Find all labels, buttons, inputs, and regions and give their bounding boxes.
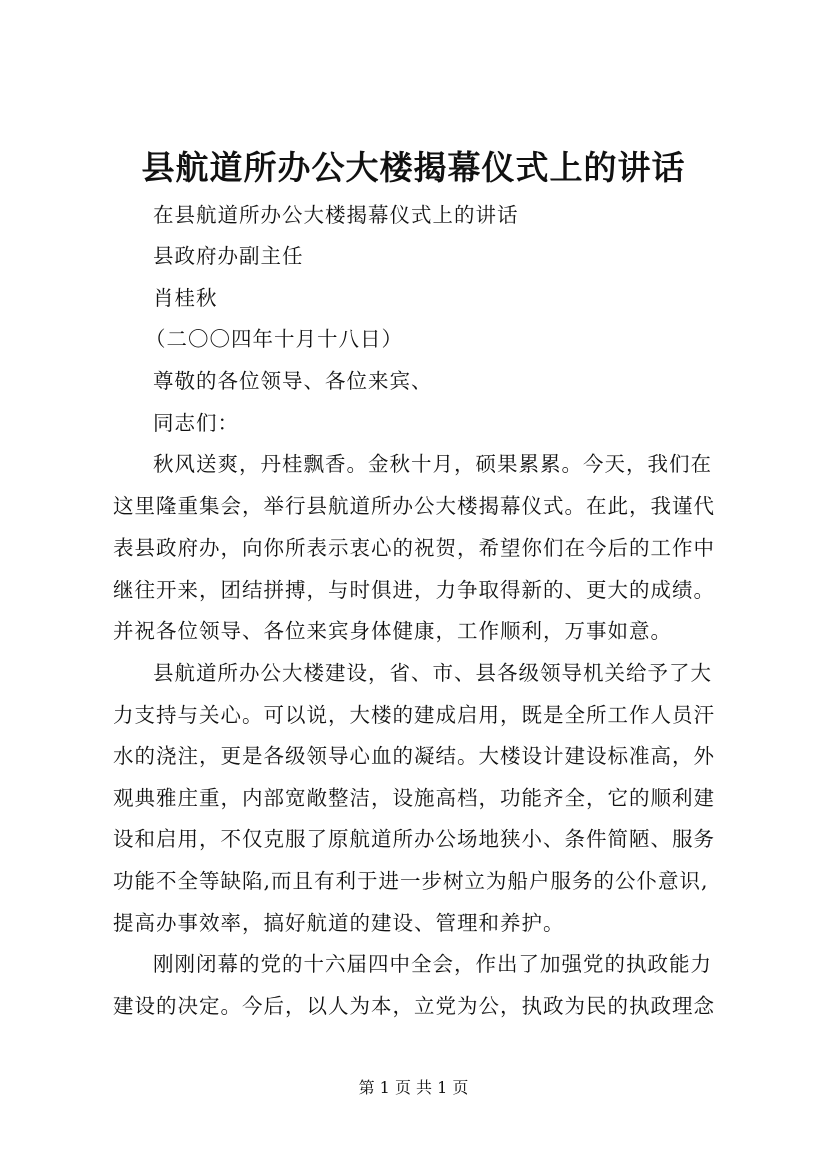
- paragraph-3-line-1: 刚刚闭幕的党的十六届四中全会，作出了加强党的执政能力: [153, 952, 712, 976]
- paragraph-1-line-4: 继往开来，团结拼搏，与时俱进，力争取得新的、更大的成绩。: [113, 578, 715, 602]
- paragraph-1-line-5: 并祝各位领导、各位来宾身体健康，工作顺利，万事如意。: [113, 619, 672, 643]
- paragraph-2-line-5: 设和启用，不仅克服了原航道所办公场地狭小、条件简陋、服务: [113, 827, 715, 851]
- paragraph-2-line-4: 观典雅庄重，内部宽敞整洁，设施高档，功能齐全，它的顺利建: [113, 786, 715, 810]
- paragraph-2-line-2: 力支持与关心。可以说，大楼的建成启用，既是全所工作人员汗: [113, 703, 715, 727]
- speech-date: （二〇〇四年十月十八日）: [145, 327, 403, 351]
- paragraph-2-line-6: 功能不全等缺陷,而且有利于进一步树立为船户服务的公仆意识,: [113, 869, 709, 893]
- paragraph-2-line-1: 县航道所办公大楼建设，省、市、县各级领导机关给予了大: [153, 661, 712, 685]
- speech-heading: 在县航道所办公大楼揭幕仪式上的讲话: [153, 203, 519, 227]
- paragraph-1-line-3: 表县政府办，向你所表示衷心的祝贺，希望你们在今后的工作中: [113, 536, 715, 560]
- speaker-position: 县政府办副主任: [153, 244, 304, 268]
- paragraph-2-line-7: 提高办事效率，搞好航道的建设、管理和养护。: [113, 911, 565, 935]
- speaker-name: 肖桂秋: [153, 286, 218, 310]
- page-footer: 第 1 页 共 1 页: [358, 1078, 469, 1097]
- salutation-line-2: 同志们：: [153, 411, 239, 435]
- salutation-line-1: 尊敬的各位领导、各位来宾、: [153, 369, 433, 393]
- document-title: 县航道所办公大楼揭幕仪式上的讲话: [141, 148, 686, 187]
- paragraph-2-line-3: 水的浇注，更是各级领导心血的凝结。大楼设计建设标准高，外: [113, 744, 715, 768]
- paragraph-1-line-1: 秋风送爽，丹桂飘香。金秋十月，硕果累累。今天，我们在: [153, 452, 712, 476]
- paragraph-1-line-2: 这里隆重集会，举行县航道所办公大楼揭幕仪式。在此，我谨代: [113, 494, 715, 518]
- paragraph-3-line-2: 建设的决定。今后，以人为本，立党为公，执政为民的执政理念: [113, 994, 715, 1018]
